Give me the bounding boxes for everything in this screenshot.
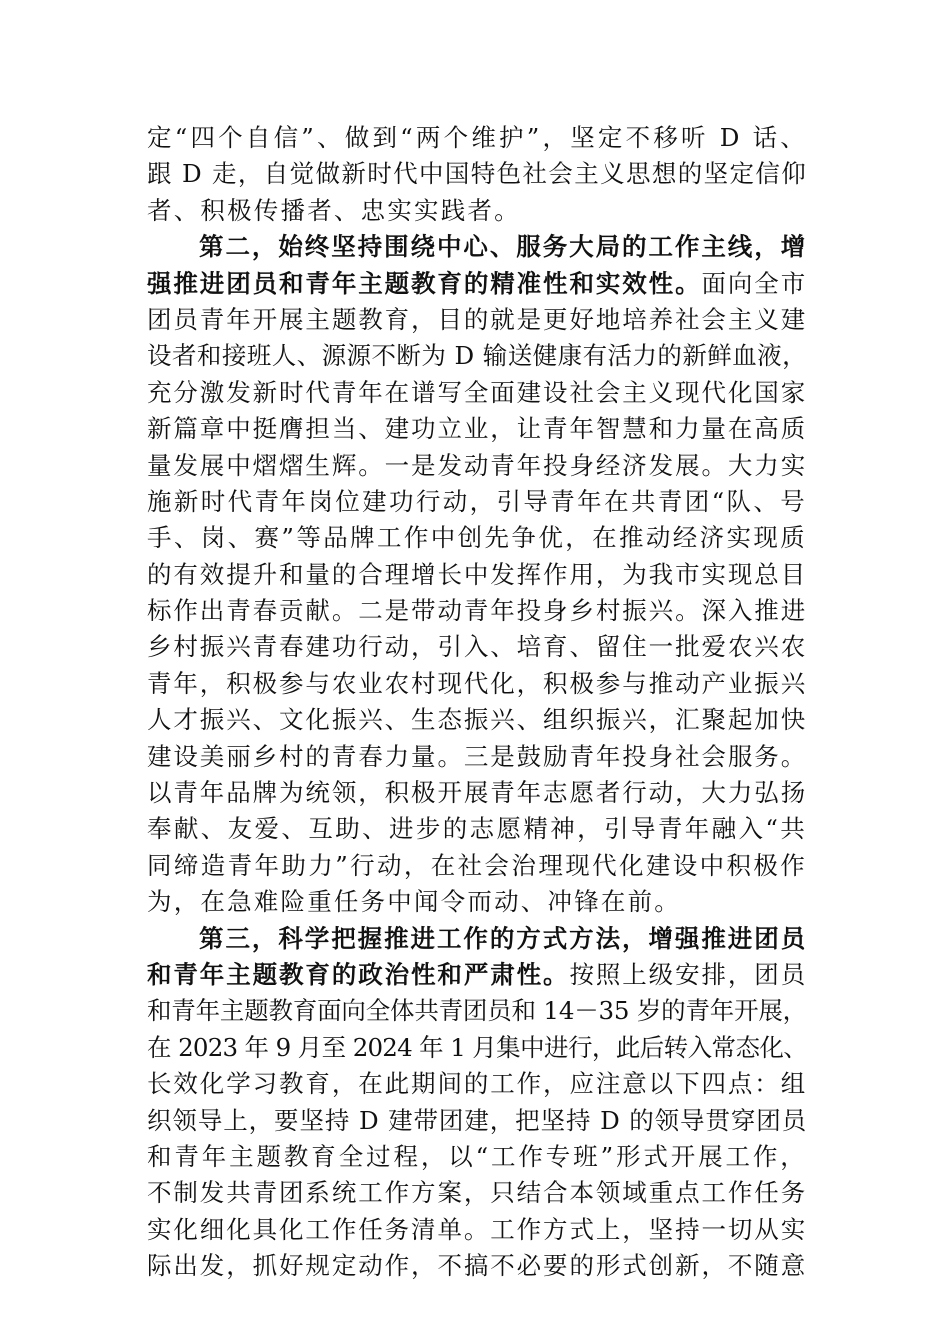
text-line: 际出发，抓好规定动作，不搞不必要的形式创新，不随意	[147, 1251, 807, 1281]
paragraph-heading-line: 第三，科学把握推进工作的方式方法，增强推进团员	[199, 923, 807, 953]
text-line: 同缔造青年助力”行动，在社会治理现代化建设中积极作	[147, 850, 807, 880]
text-line: 在 2023 年 9 月至 2024 年 1 月集中进行，此后转入常态化、	[147, 1032, 807, 1062]
text-span: 按照上级安排，团员	[569, 959, 807, 989]
paragraph-heading-line: 第二，始终坚持围绕中心、服务大局的工作主线，增	[199, 232, 807, 262]
paragraph-second	[147, 229, 807, 920]
text-line: 为，在急难险重任务中闻令而动、冲锋在前。	[147, 887, 681, 917]
text-line: 不制发共青团系统工作方案，只结合本领域重点工作任务	[147, 1178, 807, 1208]
paragraph-third	[147, 921, 807, 1285]
text-line: 量发展中熠熠生辉。一是发动青年投身经济发展。大力实	[147, 450, 807, 480]
text-span: 面向全市	[701, 268, 807, 298]
text-line: 施新时代青年岗位建功行动，引导青年在共青团“队、号	[147, 486, 807, 516]
text-line-mixed	[147, 266, 807, 302]
paragraph-continued	[147, 120, 807, 229]
text-line: 和青年主题教育面向全体共青团员和 14－35 岁的青年开展，	[147, 996, 807, 1026]
text-line: 新篇章中挺膺担当、建功立业，让青年智慧和力量在高质	[147, 414, 807, 444]
text-line: 青年，积极参与农业农村现代化，积极参与推动产业振兴	[147, 668, 807, 698]
text-line: 织领导上，要坚持 D 建带团建，把坚持 D 的领导贯穿团员	[147, 1105, 807, 1135]
text-line: 奉献、友爱、互助、进步的志愿精神，引导青年融入“共	[147, 814, 807, 844]
text-line: 定“四个自信”、做到“两个维护”，坚定不移听 D 话、	[147, 123, 807, 152]
text-line-mixed	[147, 957, 807, 993]
text-line: 者、积极传播者、忠实实践者。	[147, 195, 521, 225]
text-line: 以青年品牌为统领，积极开展青年志愿者行动，大力弘扬	[147, 778, 807, 808]
text-line: 和青年主题教育全过程，以“工作专班”形式开展工作，	[147, 1141, 807, 1171]
text-line: 实化细化具化工作任务清单。工作方式上，坚持一切从实	[147, 1214, 807, 1244]
text-line: 人才振兴、文化振兴、生态振兴、组织振兴，汇聚起加快	[147, 705, 807, 735]
text-line: 乡村振兴青春建功行动，引入、培育、留住一批爱农兴农	[147, 632, 807, 662]
document-body	[147, 120, 807, 1285]
text-line: 标作出青春贡献。二是带动青年投身乡村振兴。深入推进	[147, 596, 807, 626]
text-line: 设者和接班人、源源不断为 D 输送健康有活力的新鲜血液，	[147, 341, 807, 371]
paragraph-heading-text: 强推进团员和青年主题教育的精准性和实效性。	[147, 268, 702, 298]
text-line: 跟 D 走，自觉做新时代中国特色社会主义思想的坚定信仰	[147, 159, 807, 189]
text-line: 的有效提升和量的合理增长中发挥作用，为我市实现总目	[147, 559, 807, 589]
text-line: 建设美丽乡村的青春力量。三是鼓励青年投身社会服务。	[147, 741, 807, 771]
text-line: 团员青年开展主题教育，目的就是更好地培养社会主义建	[147, 304, 807, 334]
text-line: 手、岗、赛”等品牌工作中创先争优，在推动经济实现质	[147, 523, 807, 553]
text-line: 充分激发新时代青年在谱写全面建设社会主义现代化国家	[147, 377, 807, 407]
paragraph-heading-text: 和青年主题教育的政治性和严肃性。	[147, 959, 570, 989]
text-line: 长效化学习教育，在此期间的工作，应注意以下四点：组	[147, 1069, 807, 1099]
